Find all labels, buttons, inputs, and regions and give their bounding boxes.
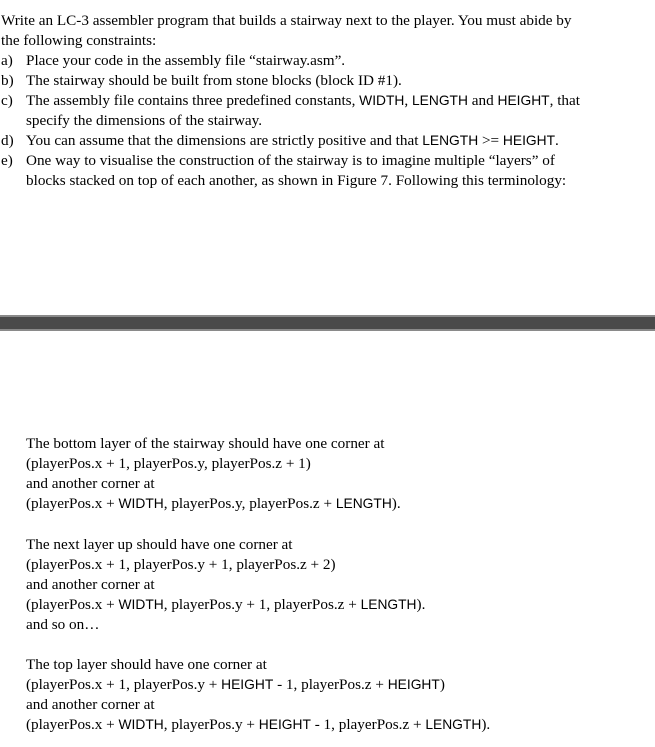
bottom-layer-corner-1: (playerPos.x + 1, playerPos.y, playerPos.z + 1) [26, 455, 311, 472]
constraint-d-operator: >= [478, 132, 503, 149]
constraint-e [1, 151, 651, 191]
bottom-layer-line-1: The bottom layer of the stairway should have one corner at [26, 435, 385, 452]
next-layer-line-5: and so on… [26, 616, 100, 633]
constraint-b-text: The stairway should be built from stone blocks (block ID #1). [26, 72, 402, 89]
constant-length: LENGTH [335, 496, 392, 511]
constant-height: HEIGHT [258, 717, 311, 732]
bottom-corner-2-b: , playerPos.y, playerPos.z + [163, 495, 336, 512]
constraint-c-line-1 [26, 91, 651, 111]
constant-width: WIDTH [118, 717, 164, 732]
intro-line-2: the following constraints: [1, 32, 157, 49]
constraint-c-text: The assembly file contains three predefined constants, [26, 92, 360, 109]
top-corner-1-a: (playerPos.x + 1, playerPos.y + [26, 676, 222, 693]
constraint-e-line-1: One way to visualise the construction of the stairway is to imagine multiple “layers” of [26, 152, 555, 169]
constraint-a-marker: a) [1, 52, 13, 69]
constraint-d-marker: d) [1, 132, 14, 149]
next-corner-2-a: (playerPos.x + [26, 596, 119, 613]
constraint-c-marker: c) [1, 92, 13, 109]
constraint-e-marker: e) [1, 152, 13, 169]
constraint-e-line-2: blocks stacked on top of each another, as shown in Figure 7. Following this terminology: [26, 172, 567, 189]
constraint-d-tail: . [555, 132, 559, 149]
bottom-layer-paragraph [26, 434, 646, 514]
next-layer-corner-2 [26, 595, 646, 615]
bottom-corner-2-d: ). [391, 495, 401, 512]
bottom-corner-2-a: (playerPos.x + [26, 495, 119, 512]
constant-length: LENGTH [425, 717, 482, 732]
page-divider [0, 315, 655, 331]
top-layer-corner-1 [26, 675, 646, 695]
top-corner-1-d: ) [439, 676, 445, 693]
bottom-layer-line-3: and another corner at [26, 475, 155, 492]
next-corner-2-b: , playerPos.y + 1, playerPos.z + [163, 596, 361, 613]
next-layer-paragraph [26, 535, 646, 635]
constraint-d [1, 131, 651, 151]
top-corner-2-d: ). [481, 716, 491, 733]
top-layer-line-3: and another corner at [26, 696, 155, 713]
constant-height: HEIGHT [502, 133, 556, 148]
top-layer-corner-2 [26, 715, 646, 735]
intro-paragraph [1, 11, 651, 51]
intro-line-1: Write an LC-3 assembler program that builds a stairway next to the player. You must abide by [1, 12, 572, 29]
bottom-layer-corner-2 [26, 494, 646, 514]
top-corner-1-b: - 1, playerPos.z + [273, 676, 388, 693]
top-layer-paragraph [26, 655, 646, 735]
constant-height: HEIGHT [387, 677, 440, 692]
constant-width: WIDTH [118, 496, 164, 511]
top-corner-2-b: , playerPos.y + [163, 716, 259, 733]
next-layer-corner-1: (playerPos.x + 1, playerPos.y + 1, playerPos.z + 2) [26, 556, 336, 573]
constant-height: HEIGHT [497, 93, 550, 108]
constant-width: WIDTH [118, 597, 164, 612]
constraint-d-text: You can assume that the dimensions are strictly positive and that [26, 132, 423, 149]
constraint-c [1, 91, 651, 131]
constraint-c-tail: , that [549, 92, 580, 109]
next-layer-line-1: The next layer up should have one corner at [26, 536, 293, 553]
constant-width: WIDTH [359, 93, 405, 108]
constant-length: LENGTH [422, 133, 479, 148]
constraint-a [1, 51, 651, 71]
constraint-b [1, 71, 651, 91]
top-corner-2-a: (playerPos.x + [26, 716, 119, 733]
constraint-c-sep-2: and [467, 92, 498, 109]
constraint-a-text: Place your code in the assembly file “stairway.asm”. [26, 52, 346, 69]
constraint-c-sep-1: , [404, 92, 412, 109]
next-layer-line-3: and another corner at [26, 576, 155, 593]
top-corner-2-c: - 1, playerPos.z + [310, 716, 426, 733]
constant-height: HEIGHT [221, 677, 274, 692]
top-layer-line-1: The top layer should have one corner at [26, 656, 267, 673]
next-corner-2-d: ). [416, 596, 426, 613]
constraint-b-marker: b) [1, 72, 14, 89]
constraint-c-line-2: specify the dimensions of the stairway. [26, 112, 263, 129]
constant-length: LENGTH [411, 93, 468, 108]
constant-length: LENGTH [360, 597, 417, 612]
constraints-list [1, 51, 651, 191]
